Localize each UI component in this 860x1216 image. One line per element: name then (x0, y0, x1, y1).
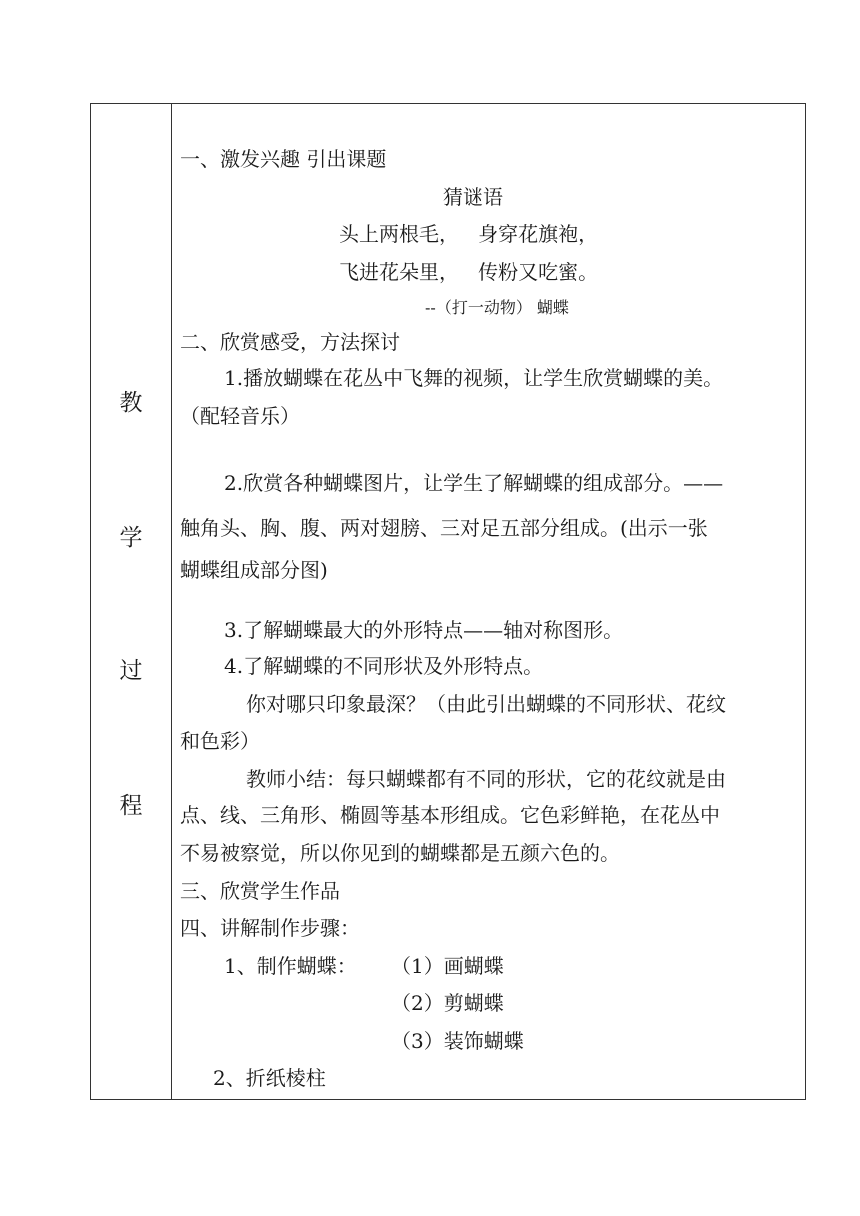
column-divider (171, 104, 172, 1099)
riddle-line: 飞进花朵里， 传粉又吃蜜。 (339, 260, 599, 284)
section-heading: 二、欣赏感受，方法探讨 (180, 330, 400, 354)
paragraph-line: 触角头、胸、腹、两对翅膀、三对足五部分组成。(出示一张 (180, 516, 708, 540)
step-item: （3）装饰蝴蝶 (391, 1029, 524, 1053)
step-label: 2、折纸棱柱 (213, 1066, 326, 1090)
riddle-answer: --（打一动物） 蝴蝶 (425, 298, 569, 317)
paragraph-line: 点、线、三角形、椭圆等基本形组成。它色彩鲜艳，在花丛中 (180, 803, 720, 827)
paragraph-line: 蝴蝶组成部分图) (180, 558, 328, 582)
paragraph-line: 教师小结：每只蝴蝶都有不同的形状，它的花纹就是由 (246, 767, 726, 791)
side-label-char: 教 (119, 390, 143, 416)
section-heading: 三、欣赏学生作品 (180, 879, 340, 903)
paragraph-line: 4.了解蝴蝶的不同形状及外形特点。 (224, 654, 544, 678)
paragraph-line: 和色彩） (180, 729, 260, 753)
side-label-char: 过 (119, 658, 143, 684)
paragraph-line: 你对哪只印象最深？（由此引出蝴蝶的不同形状、花纹 (246, 692, 726, 716)
paragraph-line: 2.欣赏各种蝴蝶图片，让学生了解蝴蝶的组成部分。—— (224, 471, 724, 495)
paragraph-line: 3.了解蝴蝶最大的外形特点——轴对称图形。 (224, 618, 624, 642)
paragraph-line: 1.播放蝴蝶在花丛中飞舞的视频，让学生欣赏蝴蝶的美。 (224, 366, 724, 390)
lesson-table (90, 103, 806, 1100)
side-label-char: 学 (119, 525, 143, 551)
section-heading: 四、讲解制作步骤： (180, 916, 360, 940)
step-item: （1）画蝴蝶 (391, 954, 504, 978)
paragraph-line: 不易被察觉，所以你见到的蝴蝶都是五颜六色的。 (180, 841, 620, 865)
step-label: 1、制作蝴蝶： (224, 954, 357, 978)
side-label-char: 程 (119, 793, 143, 819)
riddle-title: 猜谜语 (443, 185, 503, 209)
paragraph-line: （配轻音乐） (180, 404, 300, 428)
riddle-line: 头上两根毛， 身穿花旗袍， (339, 222, 599, 246)
step-item: （2）剪蝴蝶 (391, 991, 504, 1015)
section-heading: 一、激发兴趣 引出课题 (180, 147, 387, 171)
